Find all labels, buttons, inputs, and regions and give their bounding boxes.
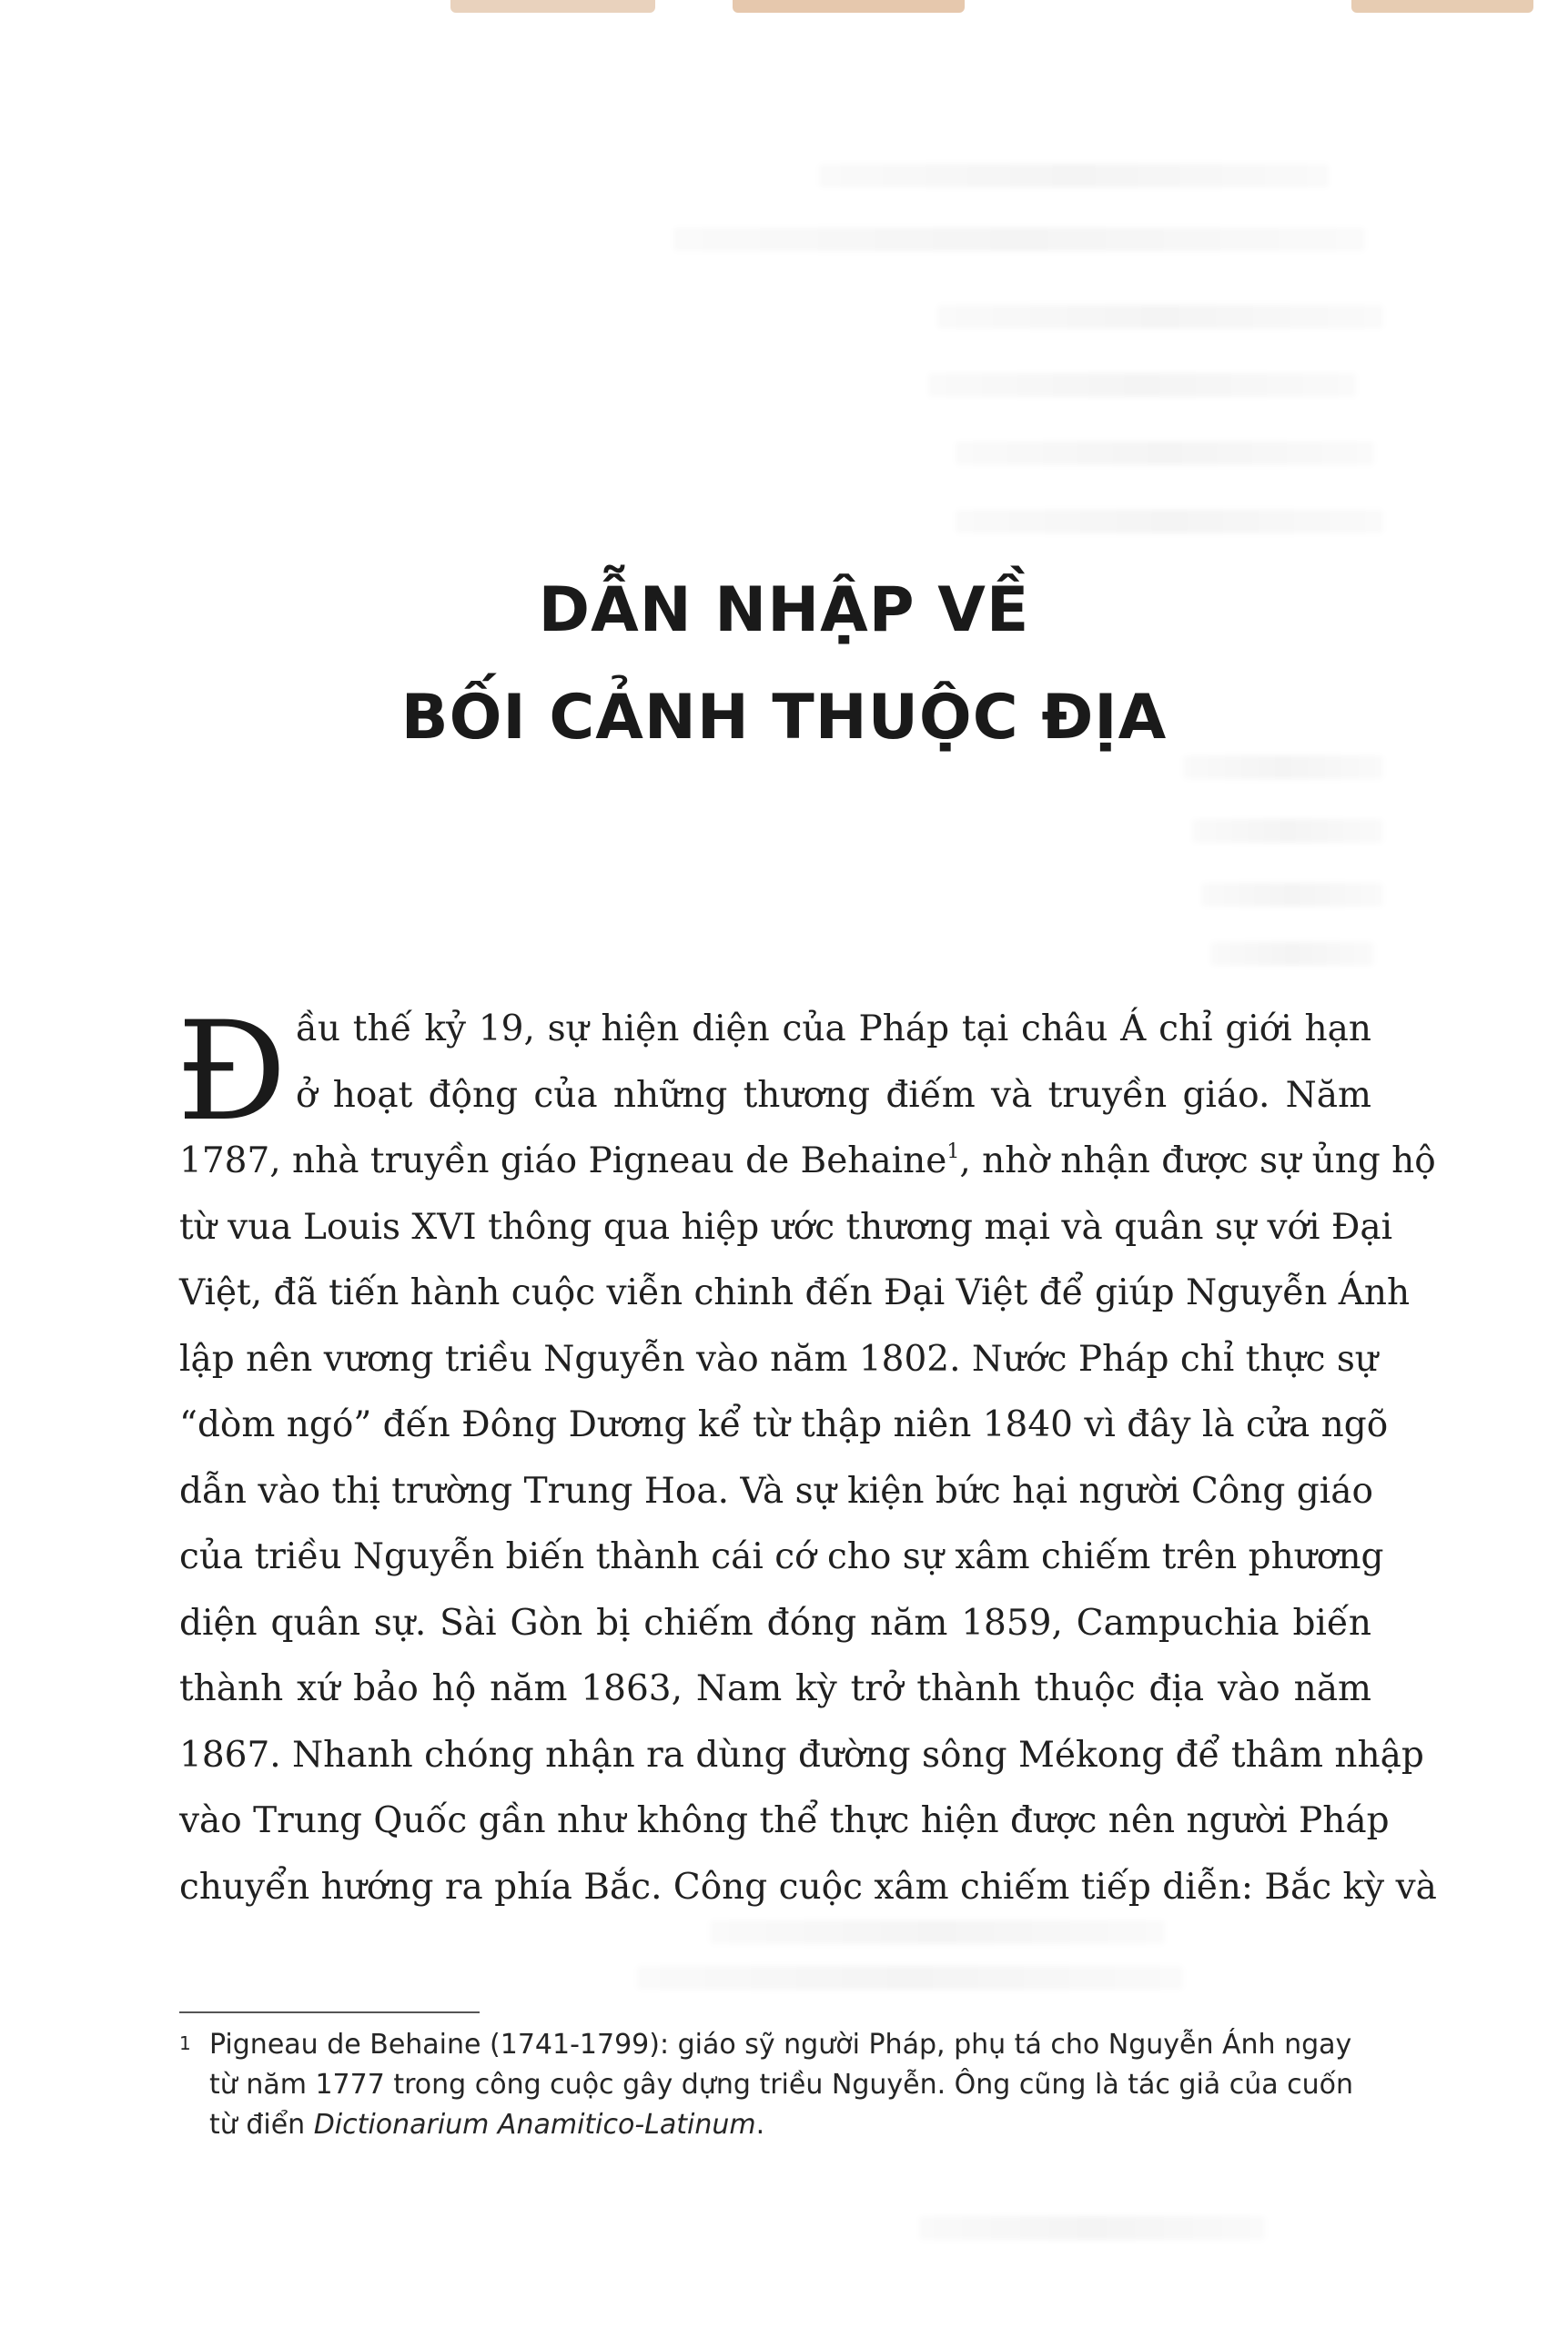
chapter-title [0,557,1568,772]
body-line: diện quân sự. Sài Gòn bị chiếm đóng năm 1859, Campuchia biến [179,1602,1371,1644]
footnote [179,2025,1371,2145]
body-line: thành xứ bảo hộ năm 1863, Nam kỳ trở thành thuộc địa vào năm [179,1668,1371,1709]
footnote-divider [179,2011,480,2013]
page-edge-tab-right [1351,0,1533,13]
body-line-tail: , nhờ nhận được sự ủng hộ [959,1140,1436,1181]
footnote-line: Pigneau de Behaine (1741-1799): giáo sỹ người Pháp, phụ tá cho Nguyễn Ánh ngay [209,2029,1352,2061]
footnote-text: từ điển [209,2109,314,2141]
body-line: 1867. Nhanh chóng nhận ra dùng đường sông Mékong để thâm nhập [179,1734,1424,1776]
body-line: ầu thế kỷ 19, sự hiện diện của Pháp tại châu Á chỉ giới hạn [296,1008,1371,1049]
body-line: của triều Nguyễn biến thành cái cớ cho sự xâm chiếm trên phương [179,1536,1384,1577]
page-edge-tab-left [450,0,655,13]
footnote-text-end: . [755,2109,765,2141]
body-line: chuyển hướng ra phía Bắc. Công cuộc xâm chiếm tiếp diễn: Bắc kỳ và [179,1866,1437,1908]
footnote-book-title: Dictionarium Anamitico-Latinum [313,2109,756,2141]
footnote-number: 1 [179,2032,191,2054]
footnote-line-3 [179,2105,1371,2145]
body-line: dẫn vào thị trường Trung Hoa. Và sự kiện bức hại người Công giáo [179,1470,1373,1512]
footnote-reference[interactable]: 1 [946,1140,960,1163]
body-line-text: 1787, nhà truyền giáo Pigneau de Behaine [179,1140,947,1181]
body-line: từ vua Louis XVI thông qua hiệp ước thương mại và quân sự với Đại [179,1206,1393,1248]
body-line: lập nên vương triều Nguyễn vào năm 1802. Nước Pháp chỉ thực sự [179,1338,1378,1380]
page-edge-tab-middle [733,0,965,13]
body-line: Việt, đã tiến hành cuộc viễn chinh đến Đại Việt để giúp Nguyễn Ánh [179,1272,1411,1313]
body-line: ở hoạt động của những thương điếm và truyền giáo. Năm [296,1074,1371,1116]
chapter-title-line-1: DẪN NHẬP VỀ [538,574,1030,646]
drop-cap: Đ [177,993,288,1151]
footnote-line: từ năm 1777 trong công cuộc gây dựng triều Nguyễn. Ông cũng là tác giả của cuốn [209,2069,1354,2101]
body-line-with-note [179,1129,1436,1195]
body-paragraph [177,993,1437,1920]
body-line: vào Trung Quốc gần như không thể thực hiện được nên người Pháp [179,1800,1390,1841]
chapter-title-line-2: BỐI CẢNH THUỘC ĐỊA [400,682,1168,754]
body-line: “dòm ngó” đến Đông Dương kể từ thập niên 1840 vì đây là cửa ngõ [179,1404,1389,1445]
